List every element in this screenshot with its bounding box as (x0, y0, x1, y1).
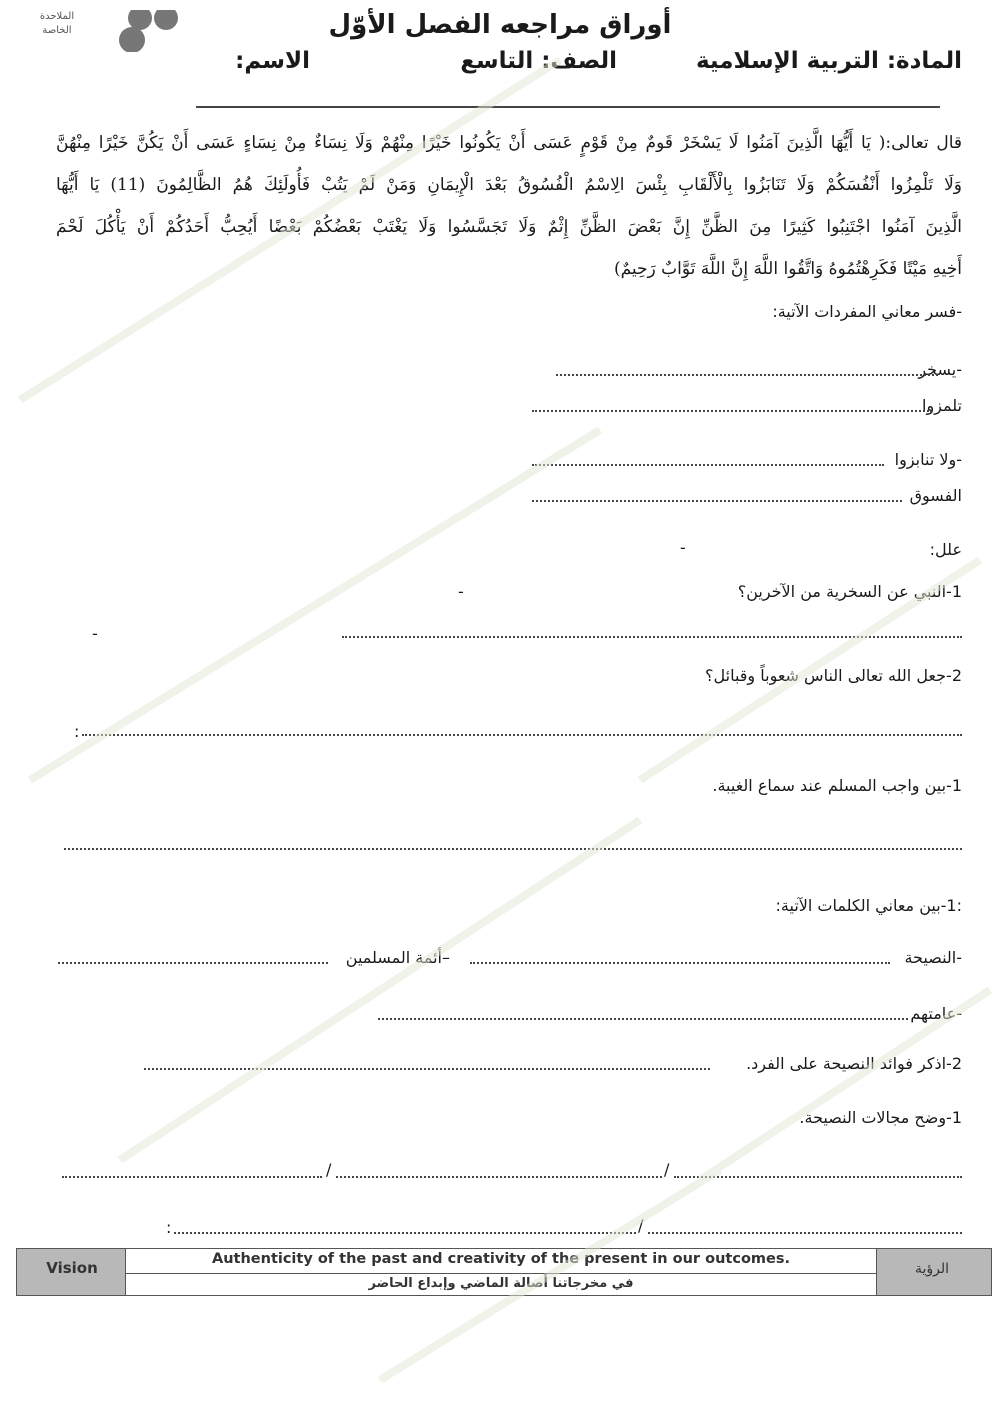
answer-line[interactable] (532, 500, 902, 502)
logo-line-2: الخاصة (42, 25, 72, 36)
answer-line[interactable] (674, 1176, 962, 1178)
word-item: -عامتهم (910, 1004, 962, 1023)
justify-heading: علل: (929, 540, 962, 559)
answer-line[interactable] (62, 1176, 322, 1178)
verse-line: الَّذِينَ آمَنُوا اجْتَنِبُوا كَثِيرًا مِنَ الظَّنِّ إِنَّ بَعْضَ الظَّنِّ إِثْمٌ وَلَا تَجَسَّسُوا وَلَا يَغْتَبْ بَعْضُكُمْ بَعْضًا أَيُحِبُّ أَحَدُكُمْ أَنْ يَأْكُلَ لَحْمَ (56, 217, 962, 237)
dash-mark: - (458, 582, 464, 601)
verse-line: وَلَا تَلْمِزُوا أَنْفُسَكُمْ وَلَا تَنَابَزُوا بِالْأَلْقَابِ بِئْسَ الِاسْمُ الْفُسُوقُ بَعْدَ الْإِيمَانِ وَمَنْ لَمْ يَتُبْ فَأُولَئِكَ هُمُ الظَّالِمُونَ (11) يَا أَيُّهَا (56, 175, 962, 195)
word-item: –أئمة المسلمين (345, 948, 450, 967)
vision-english: Authenticity of the past and creativity of the present in our outcomes. (211, 1251, 790, 1267)
name-label: الاسم: (235, 48, 310, 74)
page-title: أوراق مراجعه الفصل الأوّل (328, 10, 672, 40)
logo-mark-icon (112, 10, 182, 52)
answer-line[interactable] (532, 464, 884, 466)
vision-statement (125, 1249, 877, 1295)
answer-line[interactable] (532, 410, 932, 412)
quran-verse (56, 122, 962, 290)
question-5: 1-وضح مجالات النصيحة. (799, 1108, 962, 1127)
vocab-heading: -فسر معاني المفردات الآتية: (772, 302, 962, 321)
question-3: 1-بين واجب المسلم عند سماع الغيبة. (712, 776, 962, 795)
slash-mark: / (326, 1160, 332, 1179)
answer-line[interactable] (378, 1018, 908, 1020)
answer-line[interactable] (470, 962, 890, 964)
answer-line[interactable] (174, 1232, 636, 1234)
subject-label: المادة: التربية الإسلامية (695, 48, 962, 74)
verse-line: أَخِيهِ مَيْتًا فَكَرِهْتُمُوهُ وَاتَّقُوا اللَّهَ إِنَّ اللَّهَ تَوَّابٌ رَحِيمٌ) (613, 259, 962, 279)
answer-line[interactable] (64, 848, 962, 850)
verse-line: قال تعالى:( يَا أَيُّهَا الَّذِينَ آمَنُوا لَا يَسْخَرْ قَومٌ مِنْ قَوْمٍ عَسَى أَنْ يَكُونُوا خَيْرًا مِنْهُمْ وَلَا نِسَاءٌ مِنْ نِسَاءٍ عَسَى أَنْ يَكُنَّ خَيْرًا مِنْهُنَّ (56, 133, 962, 153)
answer-line[interactable] (82, 734, 962, 736)
vision-arabic: في مخرجاتنا أصالة الماضي وإبداع الحاضر (126, 1273, 876, 1291)
vision-label: Vision (46, 1259, 98, 1277)
logo-line-1: الملاحدة (39, 11, 75, 22)
word-item: -النصيحة (904, 948, 962, 967)
dash-mark: - (92, 624, 98, 643)
answer-line[interactable] (556, 374, 938, 376)
slash-mark: / (664, 1160, 670, 1179)
answer-line[interactable] (144, 1068, 710, 1070)
school-logo (12, 10, 182, 52)
answer-line[interactable] (648, 1232, 962, 1234)
question-4: 2-اذكر فوائد النصيحة على الفرد. (746, 1054, 962, 1073)
answer-line[interactable] (336, 1176, 662, 1178)
answer-line[interactable] (58, 962, 328, 964)
question-2: 2-جعل الله تعالى الناس شعوباً وقبائل؟ (705, 666, 962, 685)
words-heading: :1-بين معاني الكلمات الآتية: (775, 896, 962, 915)
colon-mark: : (74, 722, 80, 741)
header-divider (196, 106, 940, 108)
slash-mark: / (638, 1216, 644, 1235)
vocab-item: -يسخر (918, 360, 962, 379)
answer-line[interactable] (342, 636, 962, 638)
dash-mark: - (680, 538, 686, 557)
vocab-item: الفسوق (909, 486, 962, 505)
header-row (230, 48, 962, 84)
ruya-label: الرؤية (914, 1261, 950, 1277)
vision-footer (16, 1248, 992, 1296)
question-1: 1-النبي عن السخرية من الآخرين؟ (737, 582, 962, 601)
vocab-item: تلمزوا (922, 396, 962, 415)
colon-mark: : (166, 1218, 172, 1237)
logo-text (12, 10, 102, 38)
grade-label: الصف: التاسع (460, 48, 617, 74)
vocab-item: -ولا تنابزوا (894, 450, 962, 469)
